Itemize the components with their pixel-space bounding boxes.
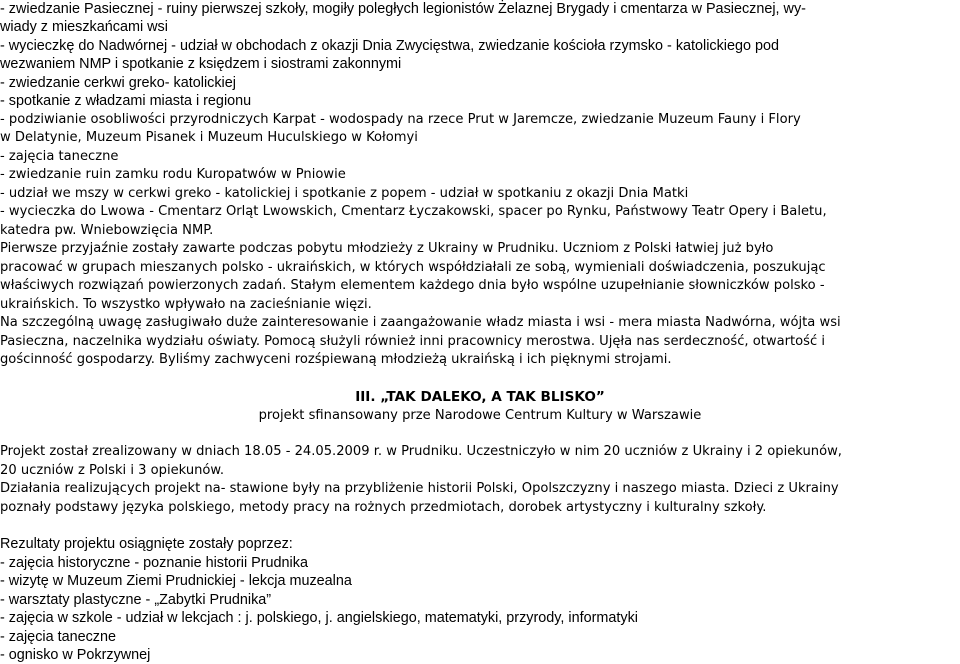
text-line: Pasieczna, naczelnika wydziału oświaty. Pomocą służyli również inni pracownicy merostwa. Ujęła nas serdeczność, otwartość i (0, 334, 825, 349)
text-line: - zajęcia taneczne (0, 149, 119, 164)
text-line: - zwiedzanie Pasiecznej - ruiny pierwszej szkoły, mogiły poległych legionistów Żelaznej Brygady i cmentarza w Pasiecznej, wy- (0, 1, 806, 17)
text-line: - udział we mszy w cerkwi greko - katolickiej i spotkanie z popem - udział w spotkaniu z okazji Dnia Matki (0, 186, 689, 201)
text-line: - podziwianie osobliwości przyrodniczych Karpat - wodospady na rzece Prut w Jaremcze, zwiedzanie Muzeum Fauny i Flory (0, 112, 801, 127)
text-line: wiady z mieszkańcami wsi (0, 19, 168, 35)
text-line: - zwiedzanie cerkwi greko- katolickiej (0, 75, 236, 91)
text-line: gościnność gospodarzy. Byliśmy zachwyceni rozśpiewaną młodzieżą ukraińską i ich pięknymi strojami. (0, 352, 672, 367)
text-line: - wycieczkę do Nadwórnej - udział w obchodach z okazji Dnia Zwycięstwa, zwiedzanie kościoła rzymsko - katolickiego pod (0, 38, 780, 54)
text-line: - zajęcia historyczne - poznanie historii Prudnika (0, 555, 308, 571)
text-line: Projekt został zrealizowany w dniach 18.05 - 24.05.2009 r. w Prudniku. Uczestniczyło w nim 20 uczniów z Ukrainy i 2 opiekunów, (0, 444, 842, 459)
text-line: - zwiedzanie ruin zamku rodu Kuropatwów w Pniowie (0, 167, 346, 182)
text-line: pracować w grupach mieszanych polsko - ukraińskich, w których współdziałali ze sobą, wymieniali doświadczenia, poszukując (0, 260, 826, 275)
text-line: Działania realizujących projekt na- stawione były na przybliżenie historii Polski, Opolszczyzny i naszego miasta. Dzieci z Ukrainy (0, 481, 839, 496)
text-line: - wizytę w Muzeum Ziemi Prudnickiej - lekcja muzealna (0, 573, 352, 589)
text-line: poznały podstawy języka polskiego, metody pracy na rożnych przedmiotach, dorobek artystyczny i kulturalny szkoły. (0, 500, 767, 515)
text-line: wezwaniem NMP i spotkanie z księdzem i siostrami zakonnymi (0, 56, 402, 72)
text-line: - zajęcia taneczne (0, 629, 116, 645)
text-line: katedra pw. Wniebowzięcia NMP. (0, 223, 214, 238)
text-line: Rezultaty projektu osiągnięte zostały poprzez: (0, 536, 293, 552)
text-line: - wycieczka do Lwowa - Cmentarz Orląt Lwowskich, Cmentarz Łyczakowski, spacer po Rynku, Państwowy Teatr Opery i Baletu, (0, 204, 827, 219)
text-line: ukraińskich. To wszystko wpływało na zacieśnianie więzi. (0, 297, 372, 312)
text-line: - zajęcia w szkole - udział w lekcjach : j. polskiego, j. angielskiego, matematyki, przyrody, informatyki (0, 610, 638, 626)
text-line: - spotkanie z władzami miasta i regionu (0, 93, 252, 109)
text-line: Pierwsze przyjaźnie zostały zawarte podczas pobytu młodzieży z Ukrainy w Prudniku. Uczniom z Polski łatwiej już było (0, 241, 774, 256)
text-line: w Delatynie, Muzeum Pisanek i Muzeum Huculskiego w Kołomyi (0, 130, 418, 145)
text-line: - warsztaty plastyczne - „Zabytki Prudnika” (0, 592, 272, 608)
text-line: - ognisko w Pokrzywnej (0, 647, 151, 663)
text-line: właściwych rozwiązań powierzonych zadań. Stałym elementem każdego dnia było wspólne uzupełnianie słowniczków polsko - (0, 278, 825, 293)
section-subtitle: projekt sfinansowany prze Narodowe Centrum Kultury w Warszawie (258, 408, 702, 423)
text-line: Na szczególną uwagę zasługiwało duże zainteresowanie i zaangażowanie władz miasta i wsi - mera miasta Nadwórna, wójta wsi (0, 315, 841, 330)
section-title: III. „TAK DALEKO, A TAK BLISKO” (355, 389, 605, 405)
text-line: 20 uczniów z Polski i 3 opiekunów. (0, 463, 225, 478)
